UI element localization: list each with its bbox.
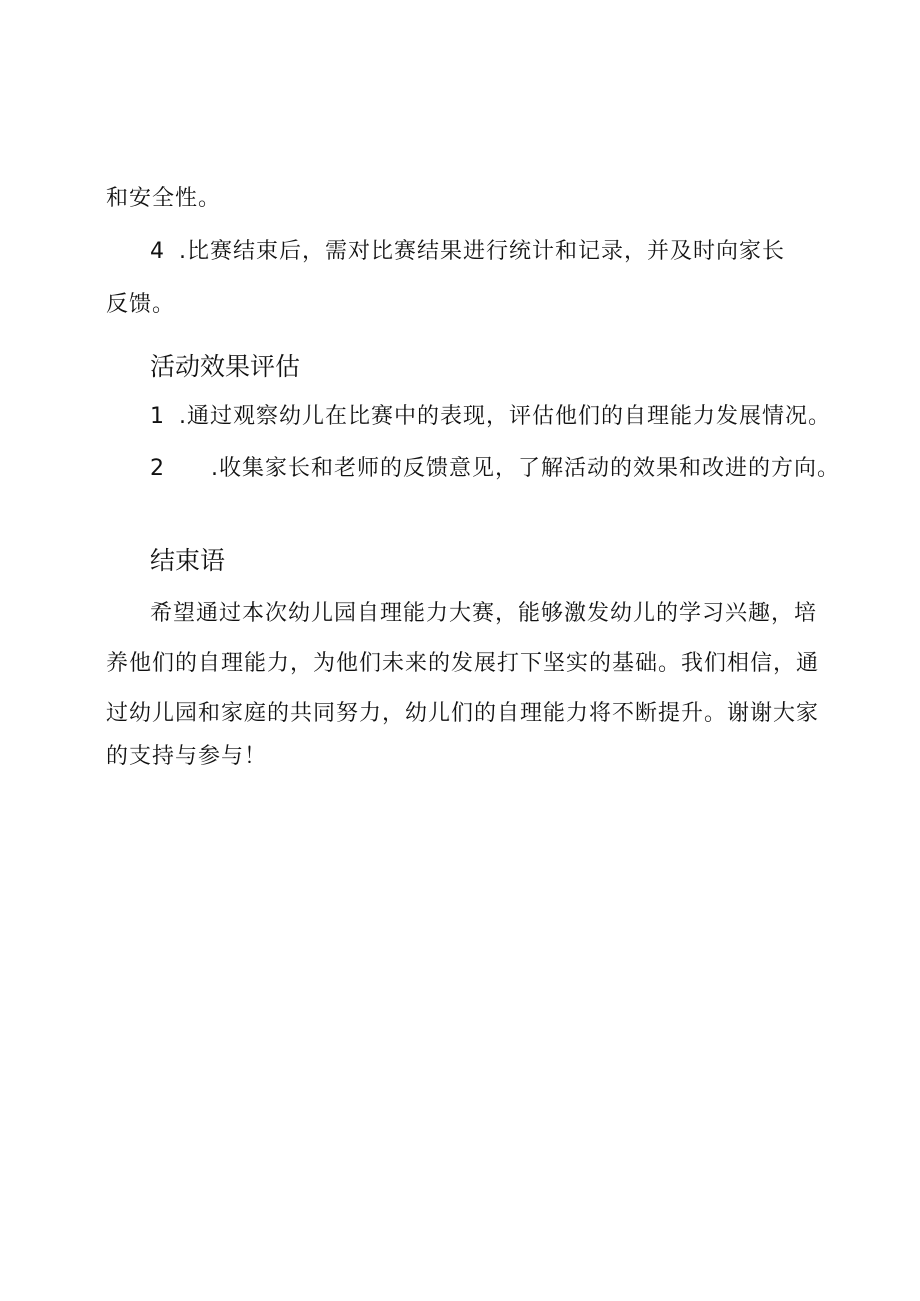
list-item-4-continuation: 反馈。: [106, 292, 176, 317]
list-text: .比赛结束后，需对比赛结果进行统计和记录，并及时向家长: [179, 239, 785, 264]
list-number: 4: [150, 239, 165, 264]
list-number: 1: [150, 404, 165, 429]
list-item-4: [150, 237, 785, 267]
evaluation-item-2: [150, 454, 840, 484]
evaluation-item-1: [150, 402, 831, 432]
list-text: .收集家长和老师的反馈意见，了解活动的效果和改进的方向。: [211, 456, 840, 481]
conclusion-paragraph-line: 希望通过本次幼儿园自理能力大赛，能够激发幼儿的学习兴趣，培: [150, 601, 818, 626]
conclusion-paragraph-line: 的支持与参与！: [106, 744, 268, 769]
paragraph-continuation: 和安全性。: [106, 186, 222, 211]
section-heading-evaluation: 活动效果评估: [150, 352, 301, 381]
conclusion-paragraph-line: 过幼儿园和家庭的共同努力，幼儿们的自理能力将不断提升。谢谢大家: [106, 701, 820, 726]
conclusion-paragraph-line: 养他们的自理能力，为他们未来的发展打下坚实的基础。我们相信，通: [106, 651, 820, 676]
list-text: .通过观察幼儿在比赛中的表现，评估他们的自理能力发展情况。: [179, 404, 831, 429]
section-heading-conclusion: 结束语: [150, 546, 226, 575]
list-number: 2: [150, 456, 165, 481]
